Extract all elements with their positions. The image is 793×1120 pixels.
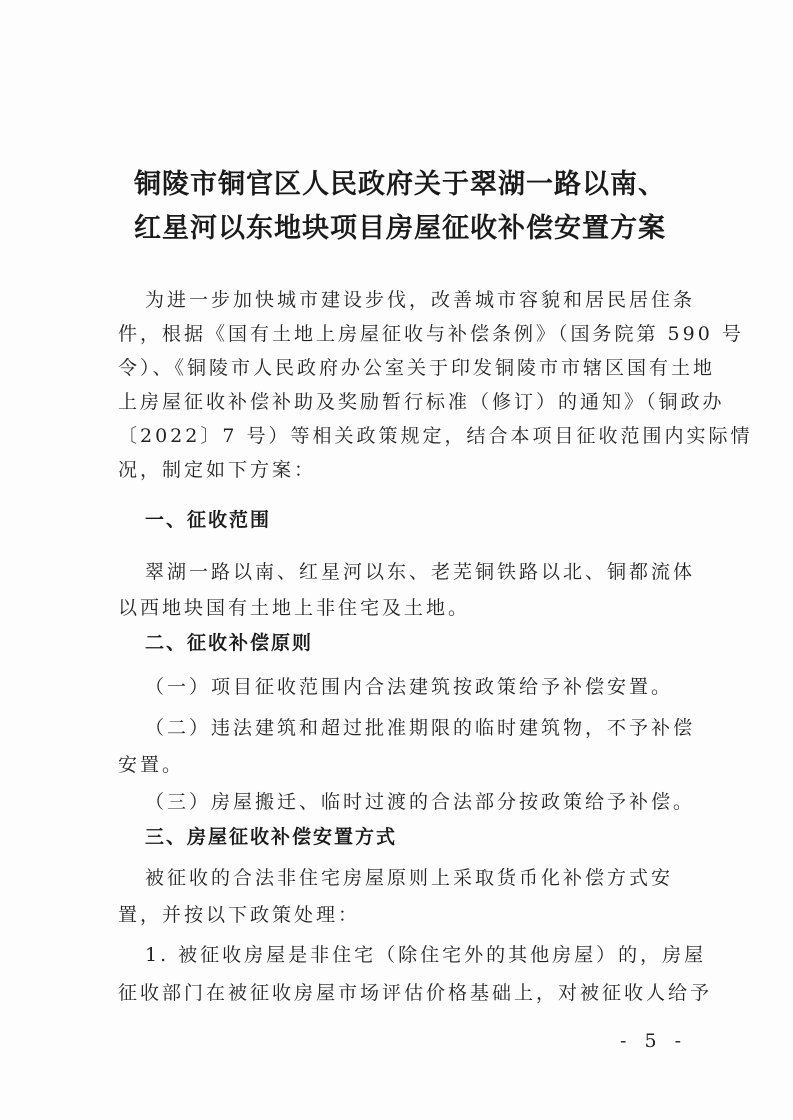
intro-line-3: 令）、《铜陵市人民政府办公室关于印发铜陵市市辖区国有土地	[118, 357, 716, 379]
section-2-line-3: 安置。	[118, 754, 185, 776]
section-1-line-2: 以西地块国有土地上非住宅及土地。	[118, 597, 471, 619]
section-3-line-1: 被征收的合法非住宅房屋原则上采取货币化补偿方式安	[145, 867, 674, 889]
document-title-line-1: 铜陵市铜官区人民政府关于翠湖一路以南、	[134, 169, 666, 200]
section-3-heading: 三、房屋征收补偿安置方式	[145, 826, 398, 848]
intro-line-5: 〔2022〕7 号）等相关政策规定，结合本项目征收范围内实际情	[118, 425, 753, 447]
section-3-line-2: 置，并按以下政策处理：	[118, 904, 361, 926]
section-2-line-1: （一）项目征收范围内合法建筑按政策给予补偿安置。	[145, 676, 674, 698]
section-1-line-1: 翠湖一路以南、红星河以东、老芜铜铁路以北、铜都流体	[145, 561, 696, 583]
intro-line-1: 为进一步加快城市建设步伐，改善城市容貌和居民居住条	[145, 289, 696, 311]
section-3-line-3: 1. 被征收房屋是非住宅（除住宅外的其他房屋）的，房屋	[145, 944, 707, 966]
section-1-heading: 一、征收范围	[145, 509, 272, 531]
document-title-line-2: 红星河以东地块项目房屋征收补偿安置方案	[134, 213, 666, 244]
intro-line-2: 件，根据《国有土地上房屋征收与补偿条例》（国务院第 590 号	[118, 323, 744, 345]
section-3-line-4: 征收部门在被征收房屋市场评估价格基础上，对被征收人给予	[118, 982, 713, 1004]
section-2-line-4: （三）房屋搬迁、临时过渡的合法部分按政策给予补偿。	[145, 791, 696, 813]
intro-line-6: 况，制定如下方案：	[118, 459, 317, 481]
section-2-line-2: （二）违法建筑和超过批准期限的临时建筑物，不予补偿	[145, 717, 696, 739]
section-2-heading: 二、征收补偿原则	[145, 632, 314, 654]
page-number: - 5 -	[620, 1030, 688, 1052]
intro-line-4: 上房屋征收补偿补助及奖励暂行标准（修订）的通知》（铜政办	[118, 391, 725, 413]
